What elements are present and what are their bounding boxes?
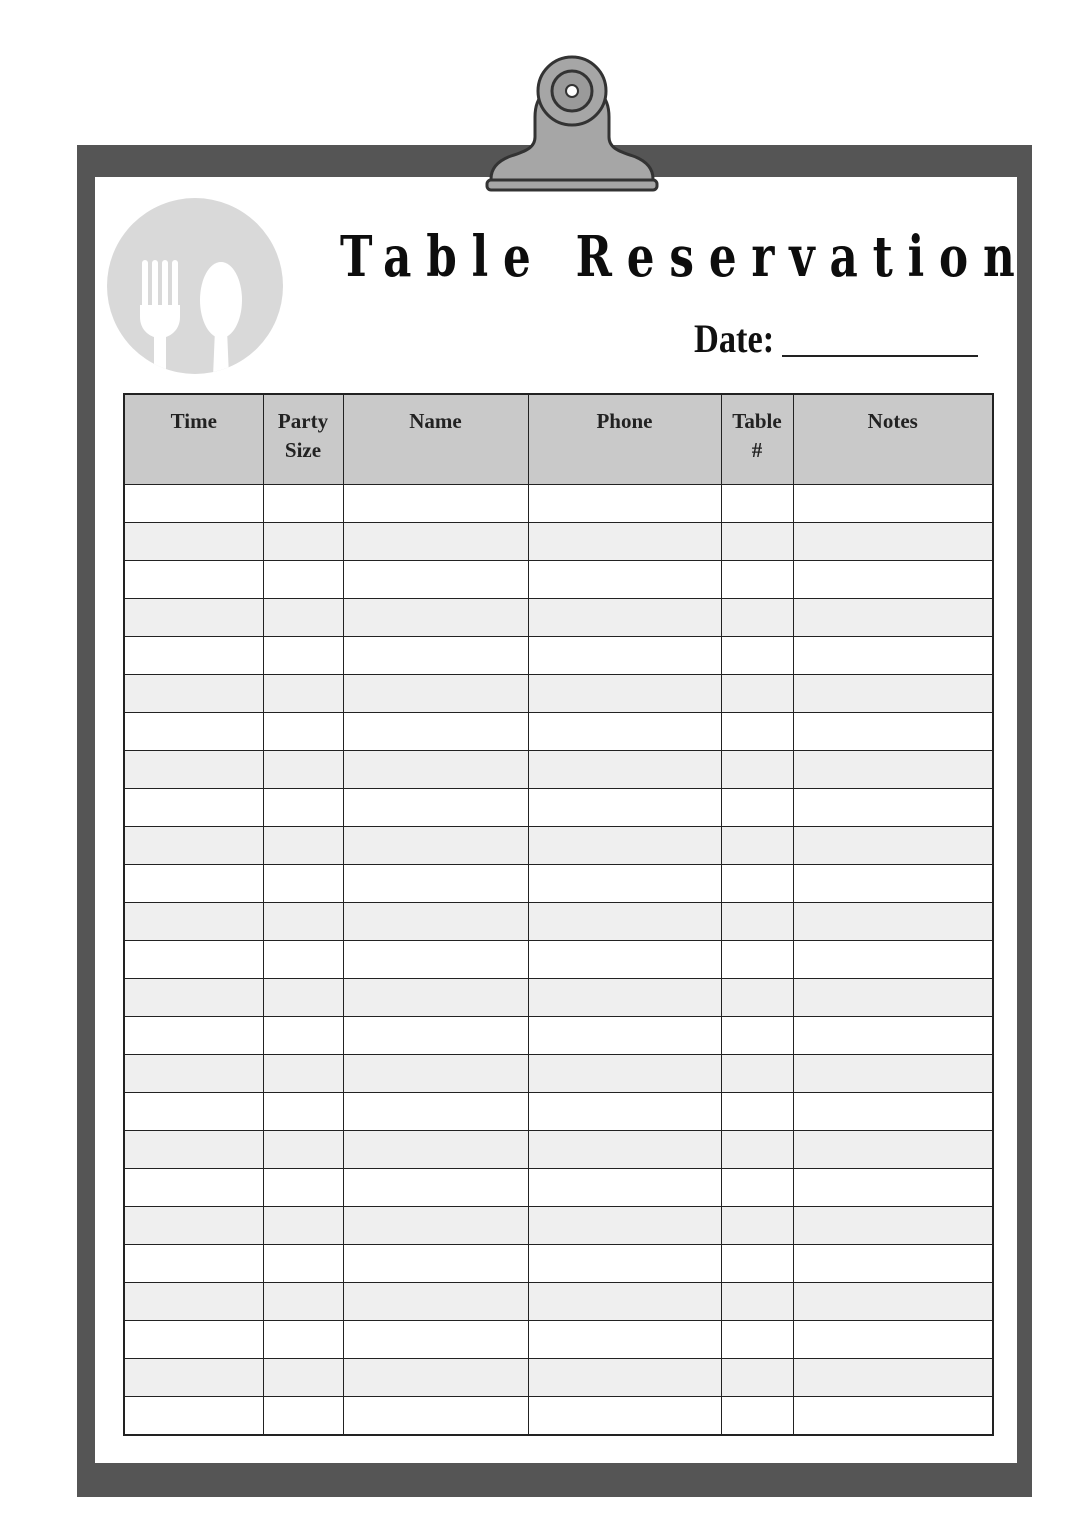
cell-party-size[interactable] [263, 903, 343, 941]
cell-table-number[interactable] [721, 561, 793, 599]
cell-time[interactable] [124, 1207, 263, 1245]
table-row [124, 979, 993, 1017]
cell-time[interactable] [124, 1397, 263, 1436]
cell-table-number[interactable] [721, 903, 793, 941]
cell-notes[interactable] [793, 523, 993, 561]
cell-phone[interactable] [528, 637, 721, 675]
cell-phone[interactable] [528, 827, 721, 865]
cell-phone[interactable] [528, 1169, 721, 1207]
cell-name[interactable] [343, 1169, 528, 1207]
cell-table-number[interactable] [721, 599, 793, 637]
cell-notes[interactable] [793, 1093, 993, 1131]
date-field-line[interactable] [782, 355, 978, 357]
cell-name[interactable] [343, 599, 528, 637]
cell-party-size[interactable] [263, 1017, 343, 1055]
table-row [124, 713, 993, 751]
table-row [124, 485, 993, 523]
cell-notes[interactable] [793, 1245, 993, 1283]
column-header-name: Name [343, 394, 528, 485]
cell-table-number[interactable] [721, 865, 793, 903]
cell-time[interactable] [124, 485, 263, 523]
cell-party-size[interactable] [263, 1359, 343, 1397]
cell-name[interactable] [343, 1131, 528, 1169]
cell-notes[interactable] [793, 751, 993, 789]
cell-party-size[interactable] [263, 523, 343, 561]
cell-time[interactable] [124, 1017, 263, 1055]
cell-table-number[interactable] [721, 1207, 793, 1245]
cell-table-number[interactable] [721, 1093, 793, 1131]
cell-time[interactable] [124, 903, 263, 941]
cell-name[interactable] [343, 865, 528, 903]
cell-notes[interactable] [793, 599, 993, 637]
cell-phone[interactable] [528, 1397, 721, 1436]
cell-phone[interactable] [528, 1359, 721, 1397]
cell-notes[interactable] [793, 485, 993, 523]
reservation-rows [124, 485, 993, 1436]
cell-phone[interactable] [528, 713, 721, 751]
cell-phone[interactable] [528, 789, 721, 827]
cell-phone[interactable] [528, 979, 721, 1017]
cell-time[interactable] [124, 561, 263, 599]
cell-notes[interactable] [793, 827, 993, 865]
cell-notes[interactable] [793, 1321, 993, 1359]
table-row [124, 1359, 993, 1397]
cell-name[interactable] [343, 1283, 528, 1321]
cell-time[interactable] [124, 941, 263, 979]
cell-phone[interactable] [528, 1321, 721, 1359]
cell-phone[interactable] [528, 1207, 721, 1245]
cell-notes[interactable] [793, 1017, 993, 1055]
cell-party-size[interactable] [263, 1283, 343, 1321]
cell-table-number[interactable] [721, 1359, 793, 1397]
cell-name[interactable] [343, 1359, 528, 1397]
cell-table-number[interactable] [721, 713, 793, 751]
fork-and-spoon-icon [106, 197, 284, 375]
cell-time[interactable] [124, 865, 263, 903]
cell-notes[interactable] [793, 789, 993, 827]
cell-notes[interactable] [793, 1283, 993, 1321]
cell-party-size[interactable] [263, 1245, 343, 1283]
cell-phone[interactable] [528, 599, 721, 637]
cell-time[interactable] [124, 1359, 263, 1397]
cell-name[interactable] [343, 675, 528, 713]
cell-party-size[interactable] [263, 1131, 343, 1169]
table-row [124, 1321, 993, 1359]
cell-table-number[interactable] [721, 827, 793, 865]
cell-party-size[interactable] [263, 827, 343, 865]
table-row [124, 1131, 993, 1169]
cell-party-size[interactable] [263, 751, 343, 789]
cell-time[interactable] [124, 827, 263, 865]
cell-table-number[interactable] [721, 1245, 793, 1283]
cell-notes[interactable] [793, 637, 993, 675]
cell-notes[interactable] [793, 979, 993, 1017]
cell-phone[interactable] [528, 523, 721, 561]
cell-notes[interactable] [793, 1397, 993, 1436]
cell-party-size[interactable] [263, 675, 343, 713]
cell-party-size[interactable] [263, 1207, 343, 1245]
cell-time[interactable] [124, 1093, 263, 1131]
cell-party-size[interactable] [263, 599, 343, 637]
cell-name[interactable] [343, 1207, 528, 1245]
cell-name[interactable] [343, 903, 528, 941]
reservation-table [123, 393, 994, 1436]
cell-notes[interactable] [793, 675, 993, 713]
cell-name[interactable] [343, 1093, 528, 1131]
table-row [124, 865, 993, 903]
table-row [124, 1169, 993, 1207]
cell-name[interactable] [343, 485, 528, 523]
cell-party-size[interactable] [263, 1169, 343, 1207]
cell-party-size[interactable] [263, 979, 343, 1017]
cell-time[interactable] [124, 1321, 263, 1359]
cell-phone[interactable] [528, 751, 721, 789]
cell-party-size[interactable] [263, 637, 343, 675]
cell-time[interactable] [124, 1169, 263, 1207]
cell-notes[interactable] [793, 903, 993, 941]
cell-name[interactable] [343, 751, 528, 789]
cell-name[interactable] [343, 1245, 528, 1283]
column-header-notes: Notes [793, 394, 993, 485]
column-header-phone: Phone [528, 394, 721, 485]
column-header-time: Time [124, 394, 263, 485]
cell-notes[interactable] [793, 1131, 993, 1169]
cell-time[interactable] [124, 523, 263, 561]
table-row [124, 1093, 993, 1131]
table-row [124, 827, 993, 865]
cell-name[interactable] [343, 789, 528, 827]
cell-name[interactable] [343, 1055, 528, 1093]
cell-party-size[interactable] [263, 561, 343, 599]
cell-phone[interactable] [528, 1283, 721, 1321]
table-row [124, 1017, 993, 1055]
cell-phone[interactable] [528, 561, 721, 599]
cell-party-size[interactable] [263, 1397, 343, 1436]
table-row [124, 1055, 993, 1093]
binder-clip-icon [485, 55, 660, 195]
cell-time[interactable] [124, 675, 263, 713]
cell-party-size[interactable] [263, 865, 343, 903]
cell-name[interactable] [343, 637, 528, 675]
cell-table-number[interactable] [721, 637, 793, 675]
cell-party-size[interactable] [263, 1093, 343, 1131]
page-title: Table Reservation [340, 224, 1030, 290]
cell-party-size[interactable] [263, 941, 343, 979]
cell-phone[interactable] [528, 903, 721, 941]
cell-name[interactable] [343, 523, 528, 561]
cell-table-number[interactable] [721, 789, 793, 827]
cell-time[interactable] [124, 751, 263, 789]
cell-name[interactable] [343, 561, 528, 599]
cell-table-number[interactable] [721, 1017, 793, 1055]
table-row [124, 903, 993, 941]
table-row [124, 789, 993, 827]
cell-party-size[interactable] [263, 713, 343, 751]
cell-party-size[interactable] [263, 1055, 343, 1093]
table-row [124, 599, 993, 637]
cell-name[interactable] [343, 1017, 528, 1055]
cell-phone[interactable] [528, 485, 721, 523]
table-row [124, 675, 993, 713]
cell-table-number[interactable] [721, 1055, 793, 1093]
cell-time[interactable] [124, 1283, 263, 1321]
cell-time[interactable] [124, 1245, 263, 1283]
cell-table-number[interactable] [721, 485, 793, 523]
cell-time[interactable] [124, 1055, 263, 1093]
cell-notes[interactable] [793, 713, 993, 751]
cell-name[interactable] [343, 713, 528, 751]
cell-notes[interactable] [793, 865, 993, 903]
cell-notes[interactable] [793, 561, 993, 599]
cell-phone[interactable] [528, 1017, 721, 1055]
cell-table-number[interactable] [721, 941, 793, 979]
cell-notes[interactable] [793, 941, 993, 979]
table-row [124, 637, 993, 675]
cell-time[interactable] [124, 599, 263, 637]
cell-table-number[interactable] [721, 1321, 793, 1359]
cell-notes[interactable] [793, 1359, 993, 1397]
cell-table-number[interactable] [721, 1131, 793, 1169]
table-row [124, 1245, 993, 1283]
column-header-table-number: Table # [721, 394, 793, 485]
cell-party-size[interactable] [263, 485, 343, 523]
cell-time[interactable] [124, 637, 263, 675]
cell-party-size[interactable] [263, 789, 343, 827]
cell-time[interactable] [124, 713, 263, 751]
cell-name[interactable] [343, 827, 528, 865]
table-row [124, 941, 993, 979]
cell-phone[interactable] [528, 675, 721, 713]
cell-phone[interactable] [528, 865, 721, 903]
cell-table-number[interactable] [721, 1169, 793, 1207]
cell-phone[interactable] [528, 1093, 721, 1131]
cell-table-number[interactable] [721, 675, 793, 713]
cell-phone[interactable] [528, 1131, 721, 1169]
cell-notes[interactable] [793, 1207, 993, 1245]
table-header-row [124, 394, 993, 485]
cell-name[interactable] [343, 979, 528, 1017]
cell-table-number[interactable] [721, 751, 793, 789]
cell-name[interactable] [343, 1397, 528, 1436]
table-row [124, 1207, 993, 1245]
cell-phone[interactable] [528, 1055, 721, 1093]
cell-party-size[interactable] [263, 1321, 343, 1359]
cell-phone[interactable] [528, 941, 721, 979]
table-row [124, 1397, 993, 1436]
date-label: Date: [694, 316, 775, 361]
cell-table-number[interactable] [721, 1283, 793, 1321]
table-row [124, 561, 993, 599]
table-row [124, 751, 993, 789]
cell-notes[interactable] [793, 1169, 993, 1207]
cell-table-number[interactable] [721, 979, 793, 1017]
cell-notes[interactable] [793, 1055, 993, 1093]
cell-time[interactable] [124, 979, 263, 1017]
cell-name[interactable] [343, 941, 528, 979]
cell-table-number[interactable] [721, 523, 793, 561]
cell-phone[interactable] [528, 1245, 721, 1283]
cell-name[interactable] [343, 1321, 528, 1359]
cell-table-number[interactable] [721, 1397, 793, 1436]
table-row [124, 1283, 993, 1321]
cell-time[interactable] [124, 1131, 263, 1169]
cell-time[interactable] [124, 789, 263, 827]
column-header-party-size: Party Size [263, 394, 343, 485]
table-row [124, 523, 993, 561]
